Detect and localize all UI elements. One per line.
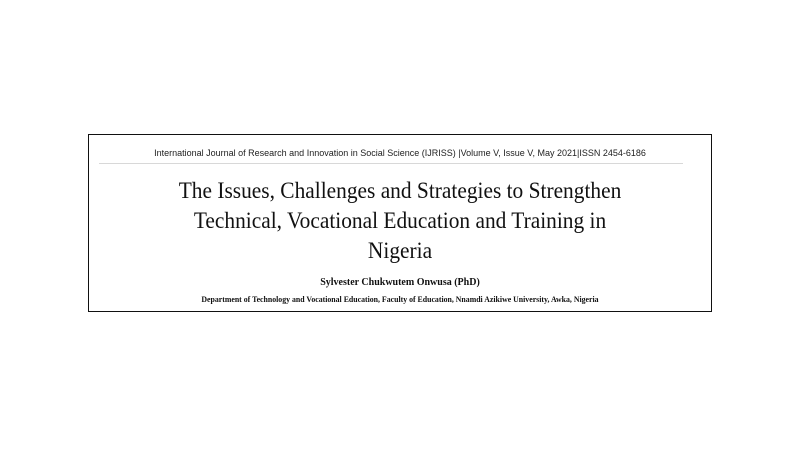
header-divider [99, 163, 683, 164]
author-affiliation: Department of Technology and Vocational Education, Faculty of Education, Nnamdi Azikiwe University, Awka, Nigeria [201, 294, 599, 304]
title-line: The Issues, Challenges and Strategies to Strengthen [178, 178, 622, 203]
title-line: Nigeria [367, 238, 433, 263]
title-line: Technical, Vocational Education and Training in [193, 208, 607, 233]
author-name: Sylvester Chukwutem Onwusa (PhD) [320, 277, 480, 288]
journal-header: International Journal of Research and Innovation in Social Science (IJRISS) |Volume V, Issue V, May 2021|ISSN 2454-6186 [154, 148, 646, 158]
paper-header-frame [88, 134, 712, 312]
paper-title [129, 176, 670, 266]
